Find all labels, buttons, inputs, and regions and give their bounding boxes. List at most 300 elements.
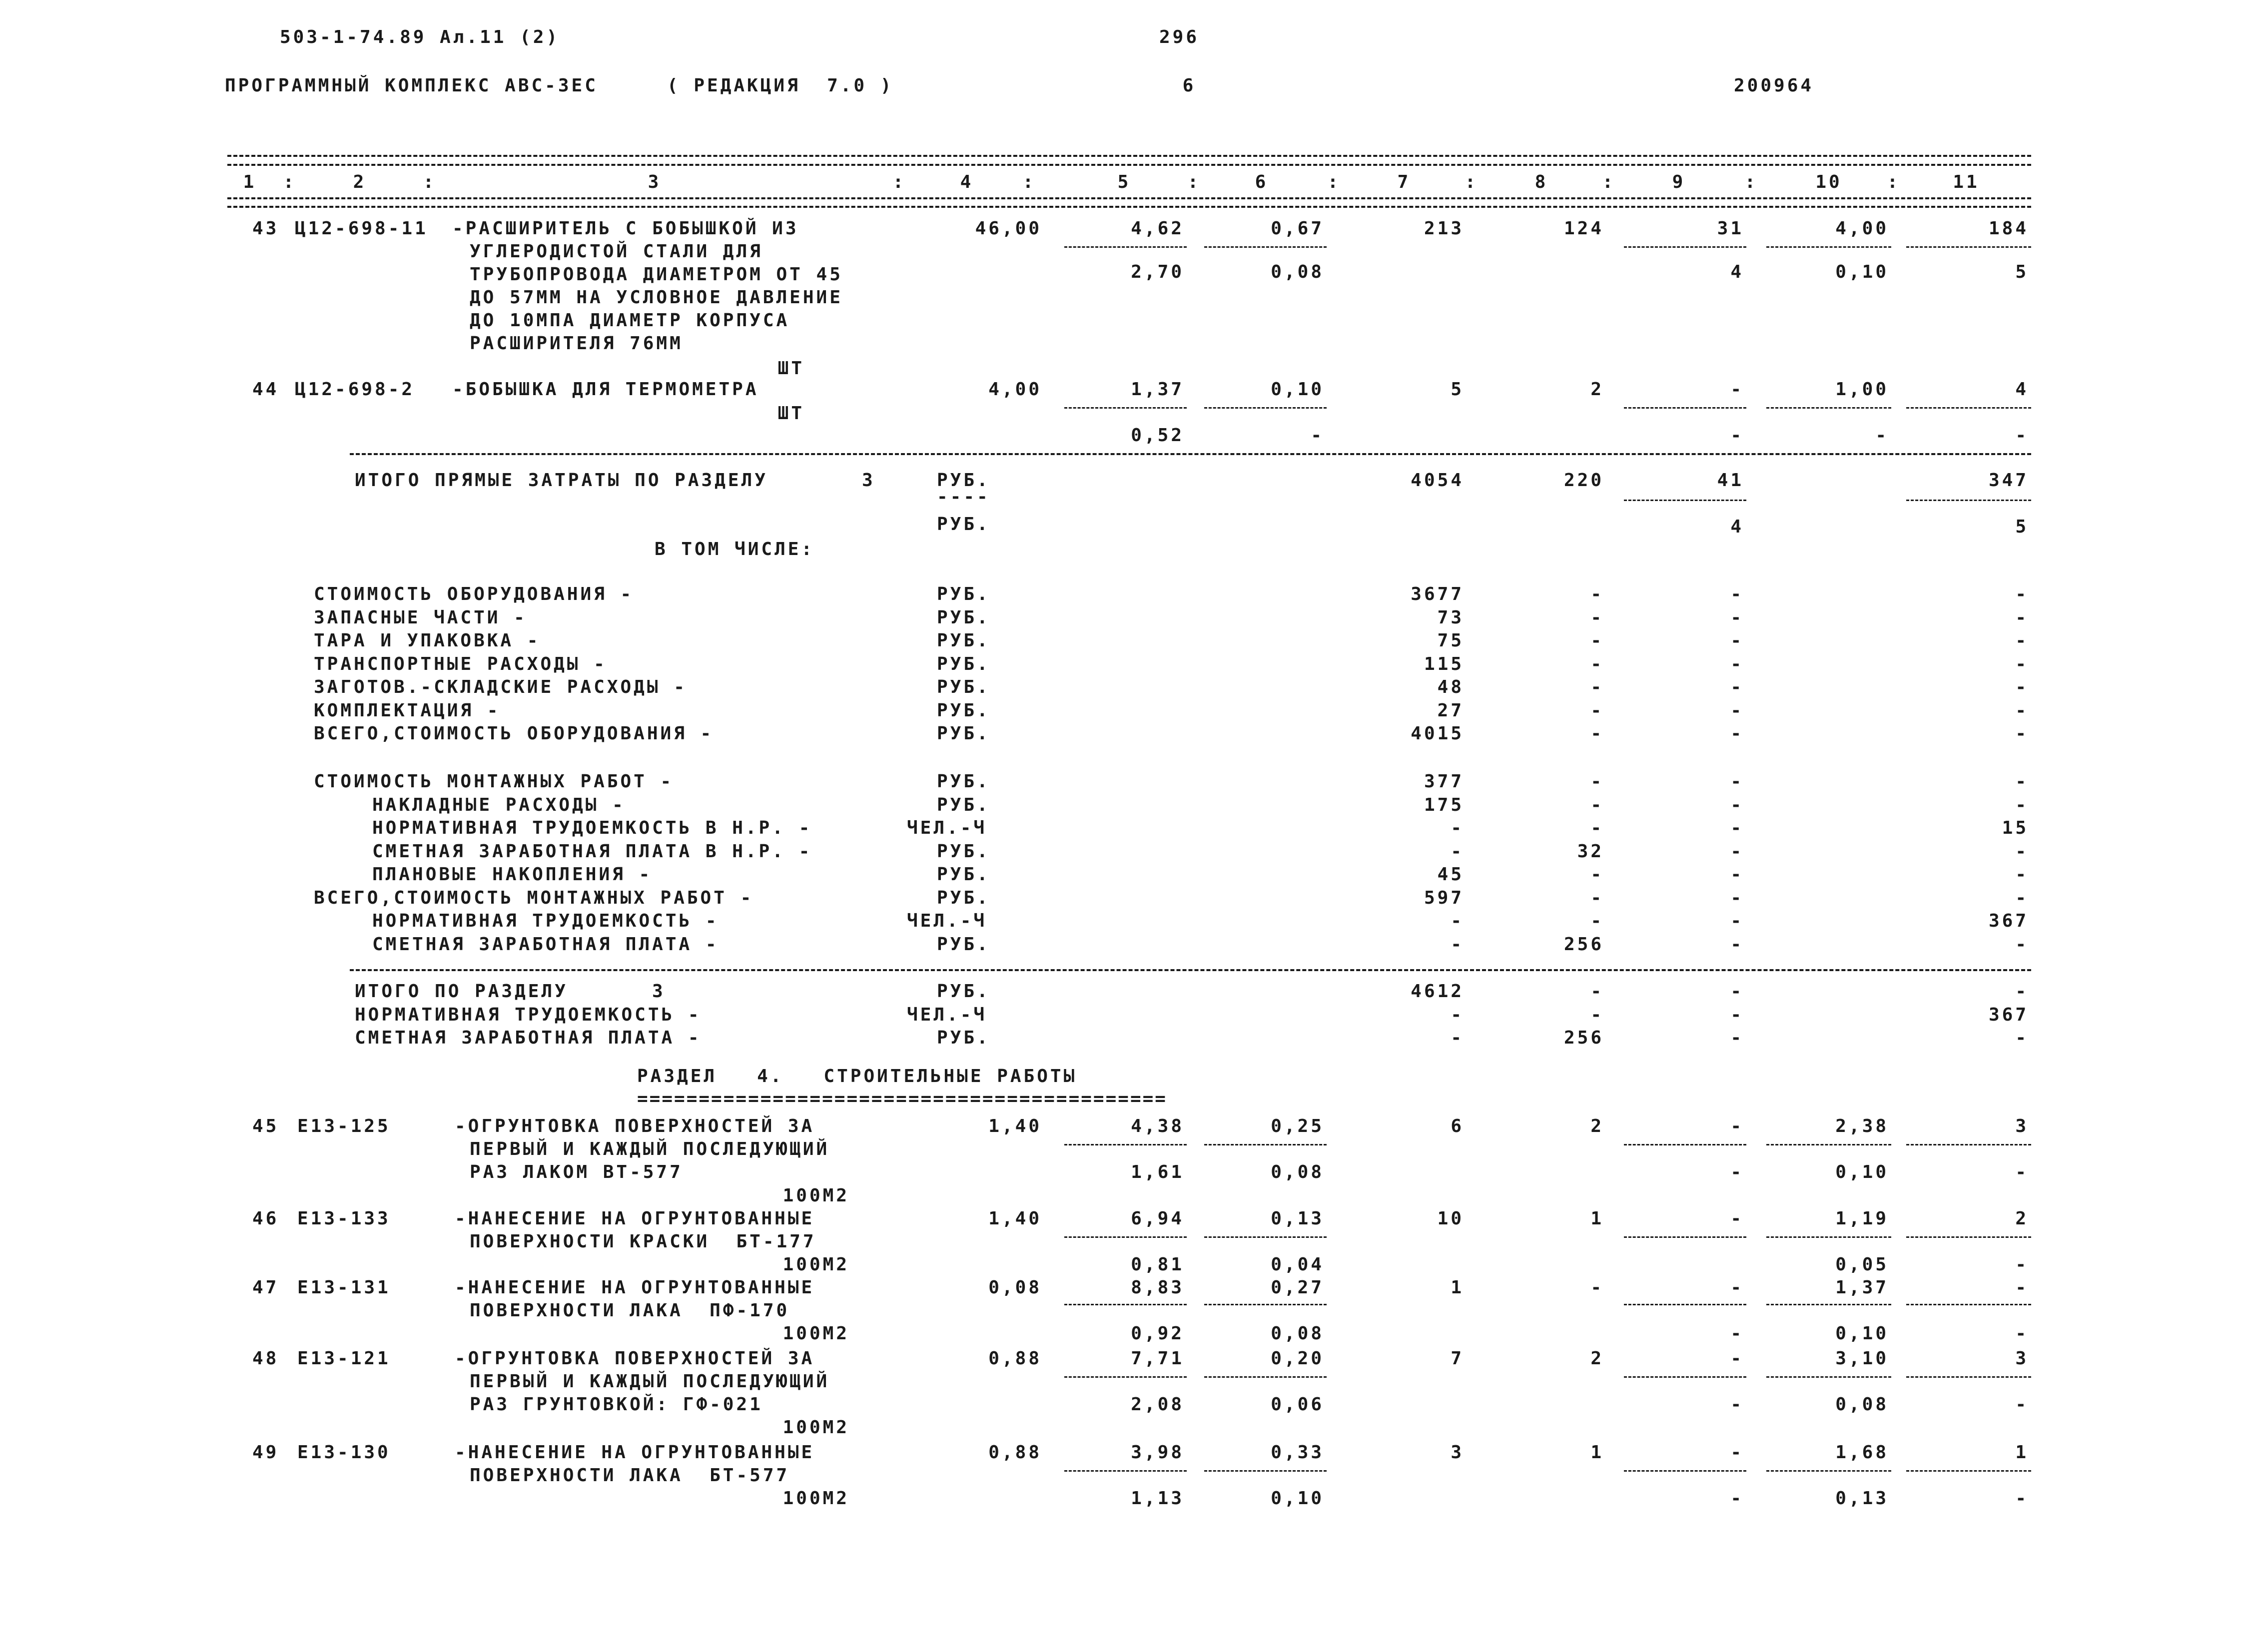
sub-rule — [1906, 1376, 2031, 1378]
installation-c9: - — [1730, 911, 1744, 931]
installation-c8: - — [1590, 864, 1604, 885]
item-unit: 100М2 — [782, 1323, 849, 1344]
item-description: ПЕРВЫЙ И КАЖДЫЙ ПОСЛЕДУЮЩИЙ — [470, 1139, 830, 1159]
item-description: РАСШИРИТЕЛЯ 76ММ — [470, 333, 683, 354]
item-description: -ОГРУНТОВКА ПОВЕРХНОСТЕЙ ЗА — [455, 1348, 815, 1369]
value-c11: 4 — [2015, 379, 2029, 400]
column-header-5: 5 — [1117, 172, 1131, 192]
section-number: 3 — [652, 981, 666, 1002]
installation-c9: - — [1730, 841, 1744, 862]
value-c10: 1,00 — [1835, 379, 1889, 400]
value-c8: 2 — [1590, 1348, 1604, 1369]
installation-c11: - — [2015, 887, 2029, 908]
equipment-c11: - — [2015, 607, 2029, 628]
position-number: 44 — [252, 379, 279, 400]
installation-line-unit: РУБ. — [937, 887, 990, 908]
equipment-line-unit: РУБ. — [937, 700, 990, 721]
installation-c9: - — [1730, 771, 1744, 792]
value-c11: 3 — [2015, 1348, 2029, 1369]
value-c6: 0,27 — [1271, 1277, 1324, 1298]
installation-c9: - — [1730, 818, 1744, 838]
installation-c11: - — [2015, 771, 2029, 792]
installation-c9: - — [1730, 934, 1744, 955]
total-unit: РУБ. — [937, 470, 990, 491]
section-total-c11: 367 — [1988, 1004, 2029, 1025]
item-unit: 100М2 — [782, 1417, 849, 1438]
value-c9: - — [1730, 1208, 1744, 1229]
item-description: ПОВЕРХНОСТИ ЛАКА БТ-577 — [470, 1465, 790, 1486]
value-c6: 0,25 — [1271, 1116, 1324, 1136]
value-c5: 4,38 — [1131, 1116, 1184, 1136]
value-c11b: - — [2015, 425, 2029, 446]
equipment-c7: 3677 — [1411, 584, 1464, 604]
position-number: 48 — [252, 1348, 279, 1369]
column-header-8: 8 — [1534, 172, 1548, 192]
value-c10: 1,37 — [1835, 1277, 1889, 1298]
value-c6: 0,20 — [1271, 1348, 1324, 1369]
installation-c9: - — [1730, 864, 1744, 885]
installation-line-unit: РУБ. — [937, 794, 990, 815]
value-c10b: - — [1875, 425, 1889, 446]
equipment-c9: - — [1730, 653, 1744, 674]
item-description: ДО 10МПА ДИАМЕТР КОРПУСА — [470, 310, 790, 331]
value-c9: - — [1730, 379, 1744, 400]
value-c11: - — [2015, 1277, 2029, 1298]
equipment-line-unit: РУБ. — [937, 723, 990, 744]
value-c4: 0,08 — [988, 1277, 1042, 1298]
value-c5: 7,71 — [1131, 1348, 1184, 1369]
value-c11b: - — [2015, 1254, 2029, 1275]
installation-line-label: ПЛАНОВЫЕ НАКОПЛЕНИЯ - — [372, 864, 653, 885]
item-unit: ШТ — [777, 358, 804, 379]
sub-rule — [1624, 407, 1746, 409]
value-c10: 3,10 — [1835, 1348, 1889, 1369]
value-c5: 1,37 — [1131, 379, 1184, 400]
value-c9: - — [1730, 1277, 1744, 1298]
value-c5b: 2,08 — [1131, 1394, 1184, 1415]
section-total-label: ИТОГО ПРЯМЫЕ ЗАТРАТЫ ПО РАЗДЕЛУ — [355, 470, 768, 491]
value-c10b: 0,10 — [1835, 1323, 1889, 1344]
sub-rule — [1064, 407, 1187, 409]
column-header-3: 3 — [648, 172, 662, 192]
sub-rule — [1064, 1470, 1187, 1472]
header-bottom-rule — [227, 197, 2031, 199]
column-separator: : — [1327, 172, 1341, 192]
value-c9: - — [1730, 1442, 1744, 1463]
section-total-c7: 4612 — [1411, 981, 1464, 1002]
position-number: 49 — [252, 1442, 279, 1463]
value-c8: 124 — [1563, 218, 1604, 239]
installation-c8: - — [1590, 887, 1604, 908]
installation-line-label: СТОИМОСТЬ МОНТАЖНЫХ РАБОТ - — [314, 771, 674, 792]
section-rule — [350, 969, 2031, 971]
value-c10b: 0,13 — [1835, 1488, 1889, 1509]
equipment-line-label: ТАРА И УПАКОВКА - — [314, 630, 541, 651]
installation-c7: 377 — [1424, 771, 1464, 792]
sub-rule — [1204, 407, 1327, 409]
equipment-line-unit: РУБ. — [937, 630, 990, 651]
equipment-c11: - — [2015, 723, 2029, 744]
value-c5: 6,94 — [1131, 1208, 1184, 1229]
value-c8: - — [1590, 1277, 1604, 1298]
sub-rule — [1766, 407, 1891, 409]
item-description: РАЗ ЛАКОМ ВТ-577 — [470, 1162, 683, 1182]
item-description: РАЗ ГРУНТОВКОЙ: ГФ-021 — [470, 1394, 763, 1415]
equipment-c7: 75 — [1437, 630, 1464, 651]
column-separator: : — [1602, 172, 1616, 192]
equipment-c11: - — [2015, 653, 2029, 674]
value-c10: 2,38 — [1835, 1116, 1889, 1136]
sub-rule — [1624, 500, 1746, 501]
sub-rule — [1064, 246, 1187, 248]
value-c5b: 2,70 — [1131, 262, 1184, 282]
total-c9: 41 — [1717, 470, 1744, 491]
sub-rule — [1766, 246, 1891, 248]
total-c7: 4054 — [1411, 470, 1464, 491]
sub-rule — [1624, 1470, 1746, 1472]
value-c9b: - — [1730, 1323, 1744, 1344]
header-bottom-rule-2 — [227, 206, 2031, 208]
column-separator: : — [1744, 172, 1758, 192]
value-c5b: 1,61 — [1131, 1162, 1184, 1182]
column-header-2: 2 — [353, 172, 367, 192]
column-header-7: 7 — [1397, 172, 1411, 192]
installation-c7: - — [1451, 841, 1464, 862]
section-total-c11: - — [2015, 1028, 2029, 1048]
equipment-c7: 48 — [1437, 677, 1464, 697]
equipment-c8: - — [1590, 607, 1604, 628]
value-c7: 7 — [1451, 1348, 1464, 1369]
section-total-unit: РУБ. — [937, 1028, 990, 1048]
sub-rule — [1064, 1144, 1187, 1145]
section-total-c11: - — [2015, 981, 2029, 1002]
value-c6b: - — [1311, 425, 1324, 446]
value-c10b: 0,08 — [1835, 1394, 1889, 1415]
installation-line-label: НАКЛАДНЫЕ РАСХОДЫ - — [372, 794, 626, 815]
sub-rule — [1204, 1304, 1327, 1305]
column-header-4: 4 — [960, 172, 974, 192]
sub-rule — [1204, 246, 1327, 248]
installation-line-label: ВСЕГО,СТОИМОСТЬ МОНТАЖНЫХ РАБОТ - — [314, 887, 754, 908]
sub-rule — [1766, 1144, 1891, 1145]
section-total-c9: - — [1730, 1028, 1744, 1048]
sub-rule — [1906, 1144, 2031, 1145]
section-number: 3 — [862, 470, 875, 491]
equipment-line-label: ВСЕГО,СТОИМОСТЬ ОБОРУДОВАНИЯ - — [314, 723, 714, 744]
value-c4: 0,88 — [988, 1442, 1042, 1463]
item-description: ДО 57ММ НА УСЛОВНОЕ ДАВЛЕНИЕ — [470, 287, 843, 308]
value-c8: 1 — [1590, 1208, 1604, 1229]
column-separator: : — [892, 172, 906, 192]
column-header-10: 10 — [1815, 172, 1842, 192]
value-c5: 4,62 — [1131, 218, 1184, 239]
value-c11: 3 — [2015, 1116, 2029, 1136]
installation-c11: - — [2015, 864, 2029, 885]
position-number: 46 — [252, 1208, 279, 1229]
value-c7: 6 — [1451, 1116, 1464, 1136]
section-total-c8: - — [1590, 1004, 1604, 1025]
total-c11b: 5 — [2015, 517, 2029, 537]
installation-c8: - — [1590, 771, 1604, 792]
column-header-1: 1 — [243, 172, 257, 192]
column-header-11: 11 — [1953, 172, 1980, 192]
value-c7: 213 — [1424, 218, 1464, 239]
total-c9b: 4 — [1730, 517, 1744, 537]
value-c6b: 0,08 — [1271, 1323, 1324, 1344]
section-total-c8: 256 — [1563, 1028, 1604, 1048]
value-c9: 31 — [1717, 218, 1744, 239]
installation-c11: 15 — [2002, 818, 2029, 838]
installation-line-label: СМЕТНАЯ ЗАРАБОТНАЯ ПЛАТА - — [372, 934, 719, 955]
total-c8: 220 — [1563, 470, 1604, 491]
value-c4: 1,40 — [988, 1208, 1042, 1229]
equipment-c9: - — [1730, 700, 1744, 721]
value-c6b: 0,08 — [1271, 1162, 1324, 1182]
section-rule — [350, 453, 2031, 455]
equipment-c7: 73 — [1437, 607, 1464, 628]
installation-c11: - — [2015, 934, 2029, 955]
value-c6: 0,13 — [1271, 1208, 1324, 1229]
equipment-c9: - — [1730, 630, 1744, 651]
sub-rule — [1204, 1470, 1327, 1472]
item-description: ПОВЕРХНОСТИ КРАСКИ БТ-177 — [470, 1231, 816, 1252]
installation-c8: 32 — [1577, 841, 1604, 862]
section-total-c9: - — [1730, 981, 1744, 1002]
including-label: В ТОМ ЧИСЛЕ: — [655, 539, 815, 559]
installation-c9: - — [1730, 887, 1744, 908]
value-c5b: 0,52 — [1131, 425, 1184, 446]
value-c11b: - — [2015, 1488, 2029, 1509]
sub-rule — [1906, 1236, 2031, 1238]
section-total-line-label: НОРМАТИВНАЯ ТРУДОЕМКОСТЬ - — [355, 1004, 702, 1025]
column-separator: : — [423, 172, 437, 192]
section-total-unit: ЧЕЛ.-Ч — [907, 1004, 987, 1025]
section-total-c7: - — [1451, 1004, 1464, 1025]
program-edition: ( РЕДАКЦИЯ 7.0 ) — [667, 75, 894, 96]
equipment-line-label: ЗАПАСНЫЕ ЧАСТИ - — [314, 607, 527, 628]
value-c9b: - — [1730, 425, 1744, 446]
position-number: 43 — [252, 218, 279, 239]
value-c5b: 0,92 — [1131, 1323, 1184, 1344]
unit-dash: ---- — [937, 487, 990, 507]
value-c11b: - — [2015, 1323, 2029, 1344]
value-c7: 3 — [1451, 1442, 1464, 1463]
sub-rule — [1906, 407, 2031, 409]
installation-c7: - — [1451, 818, 1464, 838]
document-code: 503-1-74.89 Ал.11 (2) — [280, 27, 560, 47]
item-description: УГЛЕРОДИСТОЙ СТАЛИ ДЛЯ — [470, 241, 763, 262]
item-description: -ОГРУНТОВКА ПОВЕРХНОСТЕЙ ЗА — [455, 1116, 815, 1136]
equipment-line-unit: РУБ. — [937, 607, 990, 628]
table-top-rule-2 — [227, 164, 2031, 166]
installation-line-unit: РУБ. — [937, 771, 990, 792]
equipment-c11: - — [2015, 630, 2029, 651]
sub-rule — [1064, 1304, 1187, 1305]
rate-code: Ц12-698-11 — [295, 218, 428, 239]
value-c9b: - — [1730, 1162, 1744, 1182]
column-header-6: 6 — [1255, 172, 1269, 192]
item-description: ТРУБОПРОВОДА ДИАМЕТРОМ ОТ 45 — [470, 264, 843, 285]
sub-rule — [1624, 1304, 1746, 1305]
installation-line-label: НОРМАТИВНАЯ ТРУДОЕМКОСТЬ - — [372, 911, 719, 931]
value-c10b: 0,10 — [1835, 1162, 1889, 1182]
value-c6: 0,33 — [1271, 1442, 1324, 1463]
installation-c8: 256 — [1563, 934, 1604, 955]
equipment-c8: - — [1590, 677, 1604, 697]
value-c9b: - — [1730, 1488, 1744, 1509]
rate-code: Е13-121 — [297, 1348, 391, 1369]
value-c9: - — [1730, 1116, 1744, 1136]
equipment-c8: - — [1590, 630, 1604, 651]
sub-rule — [1204, 1144, 1327, 1145]
installation-c11: - — [2015, 794, 2029, 815]
sub-rule — [1766, 1236, 1891, 1238]
equipment-c8: - — [1590, 700, 1604, 721]
installation-c7: 597 — [1424, 887, 1464, 908]
item-description: -НАНЕСЕНИЕ НА ОГРУНТОВАННЫЕ — [455, 1277, 815, 1298]
equipment-c8: - — [1590, 584, 1604, 604]
item-description: ПЕРВЫЙ И КАЖДЫЙ ПОСЛЕДУЮЩИЙ — [470, 1371, 830, 1392]
installation-c7: - — [1451, 934, 1464, 955]
installation-c7: 175 — [1424, 794, 1464, 815]
value-c10: 1,68 — [1835, 1442, 1889, 1463]
section-total-c7: - — [1451, 1028, 1464, 1048]
sub-rule — [1624, 1236, 1746, 1238]
installation-line-unit: РУБ. — [937, 864, 990, 885]
installation-line-unit: РУБ. — [937, 841, 990, 862]
equipment-c7: 115 — [1424, 653, 1464, 674]
equipment-c9: - — [1730, 607, 1744, 628]
sub-rule — [1064, 1236, 1187, 1238]
sheet-number: 6 — [1182, 75, 1196, 96]
equipment-c9: - — [1730, 677, 1744, 697]
column-header-9: 9 — [1672, 172, 1686, 192]
installation-line-unit: ЧЕЛ.-Ч — [907, 911, 987, 931]
equipment-c9: - — [1730, 723, 1744, 744]
value-c11: 2 — [2015, 1208, 2029, 1229]
value-c4: 46,00 — [975, 218, 1042, 239]
sub-rule — [1766, 1376, 1891, 1378]
equipment-c7: 4015 — [1411, 723, 1464, 744]
document-id: 200964 — [1734, 75, 1814, 96]
equipment-line-label: КОМПЛЕКТАЦИЯ - — [314, 700, 501, 721]
section-total-line-label: ИТОГО ПО РАЗДЕЛУ — [355, 981, 568, 1002]
value-c7: 5 — [1451, 379, 1464, 400]
value-c9b: 4 — [1730, 262, 1744, 282]
item-unit: 100М2 — [782, 1254, 849, 1275]
value-c5: 8,83 — [1131, 1277, 1184, 1298]
equipment-c7: 27 — [1437, 700, 1464, 721]
value-c8: 2 — [1590, 379, 1604, 400]
item-unit: 100М2 — [782, 1488, 849, 1509]
value-c4: 4,00 — [988, 379, 1042, 400]
section-total-line-label: СМЕТНАЯ ЗАРАБОТНАЯ ПЛАТА - — [355, 1028, 702, 1048]
item-description: -РАСШИРИТЕЛЬ С БОБЫШКОЙ ИЗ — [452, 218, 799, 239]
sub-rule — [1624, 1144, 1746, 1145]
value-c10: 1,19 — [1835, 1208, 1889, 1229]
section-4-underline: =========================================== — [637, 1089, 1167, 1109]
value-c8: 2 — [1590, 1116, 1604, 1136]
value-c11b: - — [2015, 1162, 2029, 1182]
value-c11: 184 — [1988, 218, 2029, 239]
value-c6b: 0,10 — [1271, 1488, 1324, 1509]
equipment-line-unit: РУБ. — [937, 584, 990, 604]
sub-rule — [1906, 246, 2031, 248]
value-c6b: 0,08 — [1271, 262, 1324, 282]
sub-rule — [1766, 1470, 1891, 1472]
sub-rule — [1064, 1376, 1187, 1378]
value-c10: 4,00 — [1835, 218, 1889, 239]
table-top-rule — [227, 155, 2031, 157]
item-unit: ШТ — [777, 403, 804, 424]
program-name: ПРОГРАММНЫЙ КОМПЛЕКС АВС-ЗЕС — [225, 75, 598, 96]
value-c5b: 0,81 — [1131, 1254, 1184, 1275]
item-description: -НАНЕСЕНИЕ НА ОГРУНТОВАННЫЕ — [455, 1442, 815, 1463]
value-c6: 0,10 — [1271, 379, 1324, 400]
value-c6b: 0,04 — [1271, 1254, 1324, 1275]
total-c11: 347 — [1988, 470, 2029, 491]
value-c10b: 0,05 — [1835, 1254, 1889, 1275]
installation-c11: 367 — [1988, 911, 2029, 931]
equipment-line-label: ТРАНСПОРТНЫЕ РАСХОДЫ - — [314, 653, 607, 674]
equipment-c9: - — [1730, 584, 1744, 604]
section-total-c8: - — [1590, 981, 1604, 1002]
installation-c9: - — [1730, 794, 1744, 815]
equipment-line-label: ЗАГОТОВ.-СКЛАДСКИЕ РАСХОДЫ - — [314, 677, 687, 697]
installation-c11: - — [2015, 841, 2029, 862]
value-c6: 0,67 — [1271, 218, 1324, 239]
sub-rule — [1204, 1376, 1327, 1378]
value-c11b: 5 — [2015, 262, 2029, 282]
position-number: 45 — [252, 1116, 279, 1136]
sub-rule — [1906, 1470, 2031, 1472]
item-description: ПОВЕРХНОСТИ ЛАКА ПФ-170 — [470, 1300, 790, 1321]
installation-c8: - — [1590, 794, 1604, 815]
sub-rule — [1906, 1304, 2031, 1305]
value-c5b: 1,13 — [1131, 1488, 1184, 1509]
value-c11: 1 — [2015, 1442, 2029, 1463]
column-separator: : — [1022, 172, 1036, 192]
section-total-unit: РУБ. — [937, 981, 990, 1002]
equipment-c8: - — [1590, 723, 1604, 744]
section-total-c9: - — [1730, 1004, 1744, 1025]
sub-rule — [1624, 246, 1746, 248]
value-c4: 0,88 — [988, 1348, 1042, 1369]
item-description: -БОБЫШКА ДЛЯ ТЕРМОМЕТРА — [452, 379, 759, 400]
installation-c8: - — [1590, 818, 1604, 838]
value-c8: 1 — [1590, 1442, 1604, 1463]
value-c10b: 0,10 — [1835, 262, 1889, 282]
equipment-c11: - — [2015, 700, 2029, 721]
equipment-line-label: СТОИМОСТЬ ОБОРУДОВАНИЯ - — [314, 584, 634, 604]
rate-code: Ц12-698-2 — [295, 379, 415, 400]
column-separator: : — [1465, 172, 1479, 192]
rate-code: Е13-125 — [297, 1116, 391, 1136]
value-c4: 1,40 — [988, 1116, 1042, 1136]
equipment-c8: - — [1590, 653, 1604, 674]
sub-rule — [1204, 1236, 1327, 1238]
rate-code: Е13-133 — [297, 1208, 391, 1229]
value-c11b: - — [2015, 1394, 2029, 1415]
rate-code: Е13-131 — [297, 1277, 391, 1298]
equipment-line-unit: РУБ. — [937, 653, 990, 674]
value-c7: 10 — [1437, 1208, 1464, 1229]
sub-rule — [1906, 500, 2031, 501]
value-c6b: 0,06 — [1271, 1394, 1324, 1415]
installation-line-unit: ЧЕЛ.-Ч — [907, 818, 987, 838]
equipment-line-unit: РУБ. — [937, 677, 990, 697]
item-description: -НАНЕСЕНИЕ НА ОГРУНТОВАННЫЕ — [455, 1208, 815, 1229]
